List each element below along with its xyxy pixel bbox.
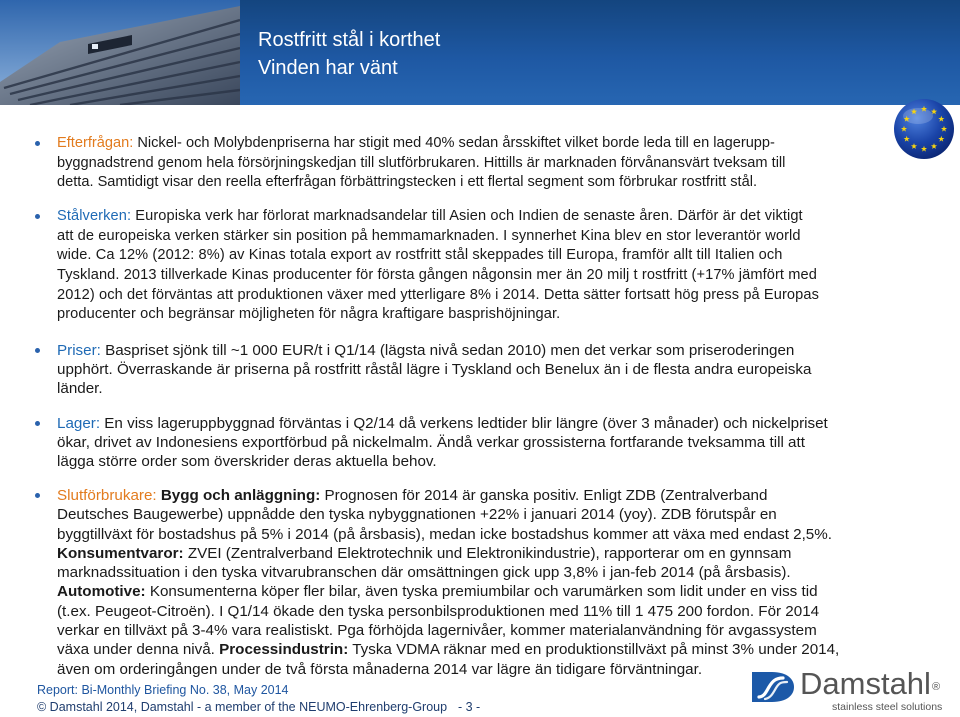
bullet-text-line: [57, 544, 839, 563]
building-photo: [0, 0, 240, 105]
header-banner: [0, 0, 960, 105]
damstahl-logo: [750, 666, 955, 717]
bullet-text-line: detta. Samtidigt visar den reella efterfrågan förbättringstecken i ett flertal segment som förbrukar rostfritt stål.: [57, 174, 758, 190]
bullet-text: Tyska VDMA räknar med en produktionstillväxt på minst 3% under 2014,: [348, 641, 840, 659]
bullet-text: Baspriset sjönk till ~1 000 EUR/t i Q1/14 (lägsta nivå sedan 2010) men det verkar som priseroderingen: [100, 342, 795, 359]
bullet-text-line: 2012) och det förväntas att produktionen växer med ytterligare 8% i 2014. Detta sätter fortsatt hög press på Europas: [57, 286, 819, 303]
bullet-marker: [35, 493, 40, 498]
bullet-text-line: lägga större order som överskrider deras aktuella behov.: [57, 453, 437, 471]
bullet-marker: [35, 348, 40, 353]
bullet-label: Slutförbrukare:: [57, 487, 157, 504]
bullet-text: Prognosen för 2014 är ganska positiv. Enligt ZDB (Zentralverband: [320, 487, 768, 504]
bullet-text-line: att de europeiska verken stärker sin position på hemmamarknaden. I synnerhet Kina blev en stor leverantör world: [57, 227, 801, 244]
bullet-text: ZVEI (Zentralverband Elektrotechnik und Elektronikindustrie), rapporterar om en gynnsam: [183, 544, 792, 562]
bullet-text-line: upphört. Överraskande är priserna på rostfritt råstål lägre i Tyskland och Benelux än i de flesta andra europeiska: [57, 361, 812, 379]
logo-wordmark: [800, 666, 940, 702]
bullet-text: En viss lageruppbyggnad förväntas i Q2/14 då verkens ledtider blir längre (över 3 månader) och nickelpriset: [100, 415, 828, 432]
subheading-automotive: Automotive:: [57, 583, 146, 601]
bullet-text: Europiska verk har förlorat marknadsandelar till Asien och Indien de senaste åren. Därför är det viktigt: [131, 208, 803, 224]
bullet-text-line: [57, 207, 819, 227]
bullet-label: Lager:: [57, 415, 101, 432]
bullet-text: växa under denna nivå.: [57, 641, 220, 659]
bullet-text-line: (t.ex. Peugeot-Citroën). I Q1/14 ökade den tyska personbilsproduktionen med 11% till 1 475 200 fordon. För 2014: [57, 602, 820, 620]
bullet-text-line: producenter och begränsar möjligheten för några kraftigare basprishöjningar.: [57, 306, 561, 323]
bullet-label: Efterfrågan:: [57, 135, 134, 151]
bullet-text-line: verkar en tillväxt på 3-4% vara realistiskt. Pga förhöjda lagernivåer, kommer materialanvändning för avgassystem: [57, 622, 817, 640]
logo-name: Damstahl: [800, 666, 931, 701]
bullet-text-line: även om orderingången under de två första månaderna 2014 var lägre än tidigare förväntningar.: [57, 660, 703, 678]
bullet-text-block: [57, 134, 785, 193]
bullet-label: Priser:: [57, 342, 101, 359]
subheading-bygg: Bygg och anläggning:: [156, 487, 321, 504]
bullet-text-block: [57, 341, 811, 399]
damstahl-logo-icon: [750, 670, 796, 704]
bullet-text-line: [57, 341, 811, 360]
bullet-marker: [35, 141, 40, 146]
bullet-text-line: marknadssituation i den tyska vitvarubranschen där omsättningen gick upp 3,8% i jan-feb 2014 (på årsbasis).: [57, 564, 791, 582]
bullet-text-line: [57, 486, 839, 505]
bullet-text-block: [57, 207, 819, 325]
bullet-text-line: länder.: [57, 380, 103, 398]
bullet-text-line: [57, 582, 839, 601]
bullet-text-line: [57, 134, 785, 154]
header-photo: [0, 0, 240, 105]
logo-tagline: stainless steel solutions: [832, 701, 943, 713]
bullet-text-line: wide. Ca 12% (2012: 8%) av Kinas totala export av rostfritt stål skeppades till Europa, framför allt till Italien och: [57, 247, 783, 264]
copyright-notice: © Damstahl 2014, Damstahl - a member of the NEUMO-Ehrenberg-Group: [37, 700, 448, 714]
bullet-text-line: [57, 414, 828, 433]
bullet-text-block: [57, 414, 828, 472]
slide-title: Rostfritt stål i korthet: [258, 29, 441, 51]
bullet-text-line: Tyskland. 2013 tillverkade Kinas producenter för första gången någonsin mer än 20 milj t rostfritt (+17% jämfört med: [57, 267, 817, 284]
bullet-text-line: byggnadstrend genom hela försörjningskedjan till slutförbrukaren. Hittills är marknaden förvånansvärt tveksam till: [57, 154, 786, 171]
report-reference: Report: Bi-Monthly Briefing No. 38, May 2014: [37, 683, 289, 697]
slide-subtitle: Vinden har vänt: [258, 57, 398, 79]
subheading-konsumentvaror: Konsumentvaror:: [57, 544, 184, 562]
bullet-marker: [35, 214, 40, 219]
subheading-processindustrin: Processindustrin:: [219, 641, 349, 659]
bullet-text-line: byggtillväxt för bostadshus på 5% i 2014 (på årsbasis), medan icke bostadshus kommer att växa med endast 2,5%.: [57, 525, 832, 543]
bullet-text: Nickel- och Molybdenpriserna har stigit med 40% sedan årsskiftet vilket borde leda till en lagerupp-: [133, 135, 775, 151]
page-number: - 3 -: [458, 700, 481, 714]
bullet-text: Konsumenterna köper fler bilar, även tyska premiumbilar och varumärken som lidit under en viss tid: [145, 583, 818, 601]
bullet-text-line: Deutsches Baugewerbe) uppnådde den tyska nybyggnationen +22% i januari 2014 (yoy). ZDB förutspår en: [57, 506, 777, 524]
registered-mark: ®: [931, 681, 941, 693]
bullet-marker: [35, 421, 40, 426]
bullet-text-line: ökar, drivet av Indonesiens exportförbud på nickelmalm. Ändå verkar grossisterna fortfarande tveksamma till att: [57, 434, 805, 452]
eu-flag-icon: [893, 98, 955, 160]
bullet-label: Stålverken:: [57, 208, 132, 224]
bullet-text-line: [57, 640, 839, 659]
bullet-text-block: [57, 486, 839, 679]
